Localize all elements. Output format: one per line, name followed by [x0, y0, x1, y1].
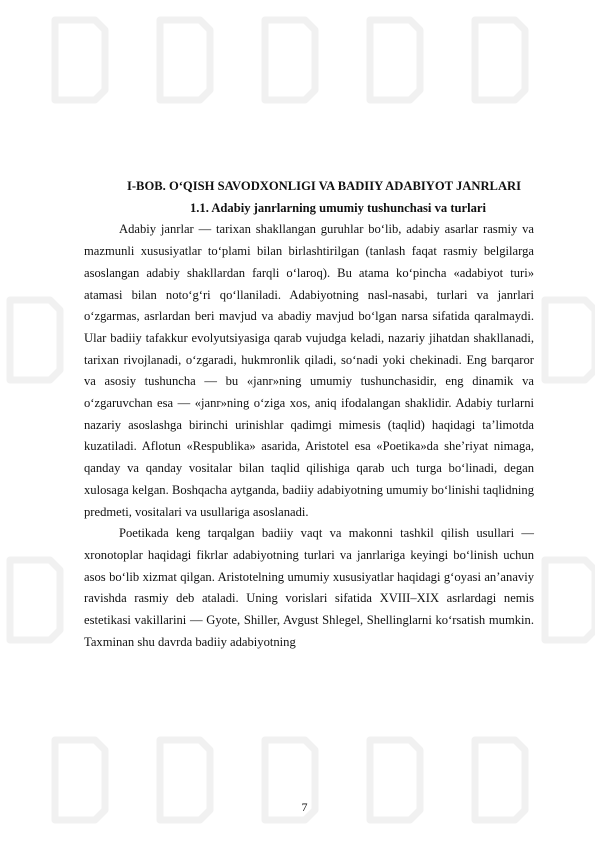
chapter-title: I-BOB. O‘QISH SAVODXONLIGI VA BADIIY ADABIYOT JANRLARI [126, 179, 522, 193]
page-number: 7 [301, 800, 308, 814]
section-title: 1.1. Adabiy janrlarning umumiy tushunchasi va turlari [189, 200, 486, 215]
document-page [84, 176, 534, 653]
paragraph-2: Poetikada keng tarqalgan badiiy vaqt va makonni tashkil qilish usullari — xronotoplar haqidagi fikrlar adabiyotning turlari va janrlariga keyingi bo‘linish uchun asos bo‘lib xizmat qilgan. Aristotelning umumiy xususiyatlar haqidagi g‘oyasi an’anaviy ravishda rasmiy deb ataladi. Uning vorislari sifatida XVIII–XIX asrlardagi nemis estetikasi vakillarini — Gyote, Shiller, Avgust Shlegel, Shellinglarni ko‘rsatish mumkin. Taxminan shu davrda badiiy adabiyotning [84, 526, 534, 649]
paragraph-1: Adabiy janrlar — tarixan shakllangan guruhlar bo‘lib, adabiy asarlar rasmiy va mazmunli xususiyatlar to‘plami bilan birlashtirilgan (tanlash faqat rasmiy belgilarga asoslangan adabiy shakllardan farqli o‘laroq). Bu atama ko‘pincha «adabiyot turi» atamasi bilan noto‘g‘ri qo‘llaniladi. Adabiyotning nasl-nasabi, turlari va janrlari o‘zgarmas, asrlardan beri mavjud va abadiy mavjud bo‘lgan narsa sifatida qaralmaydi. Ular badiiy tafakkur evolyutsiyasiga qarab vujudga keladi, nazariy jihatdan shakllanadi, tarixan rivojlanadi, o‘zgaradi, hukmronlik qiladi, so‘nadi yoki chekinadi. Eng barqaror va asosiy tushuncha — bu «janr»ning umumiy tushunchasidir, eng dinamik va o‘zgaruvchan esa — «janr»ning o‘ziga xos, aniq ifodalangan shaklidir. Adabiy turlarni nazariy asoslashga birinchi urinishlar qadimgi mimesis (taqlid) haqidagi ta’limotda kuzatiladi. Aflotun «Respublika» asarida, Aristotel esa «Poetika»da she’riyat nimaga, qanday va qanday vositalar bilan taqlid qilishiga qarab uch turga bo‘linadi, degan xulosaga kelgan. Boshqacha aytganda, badiiy adabiyotning umumiy bo‘linishi taqlidning predmeti, vositalari va usullariga asoslanadi. [84, 222, 534, 519]
